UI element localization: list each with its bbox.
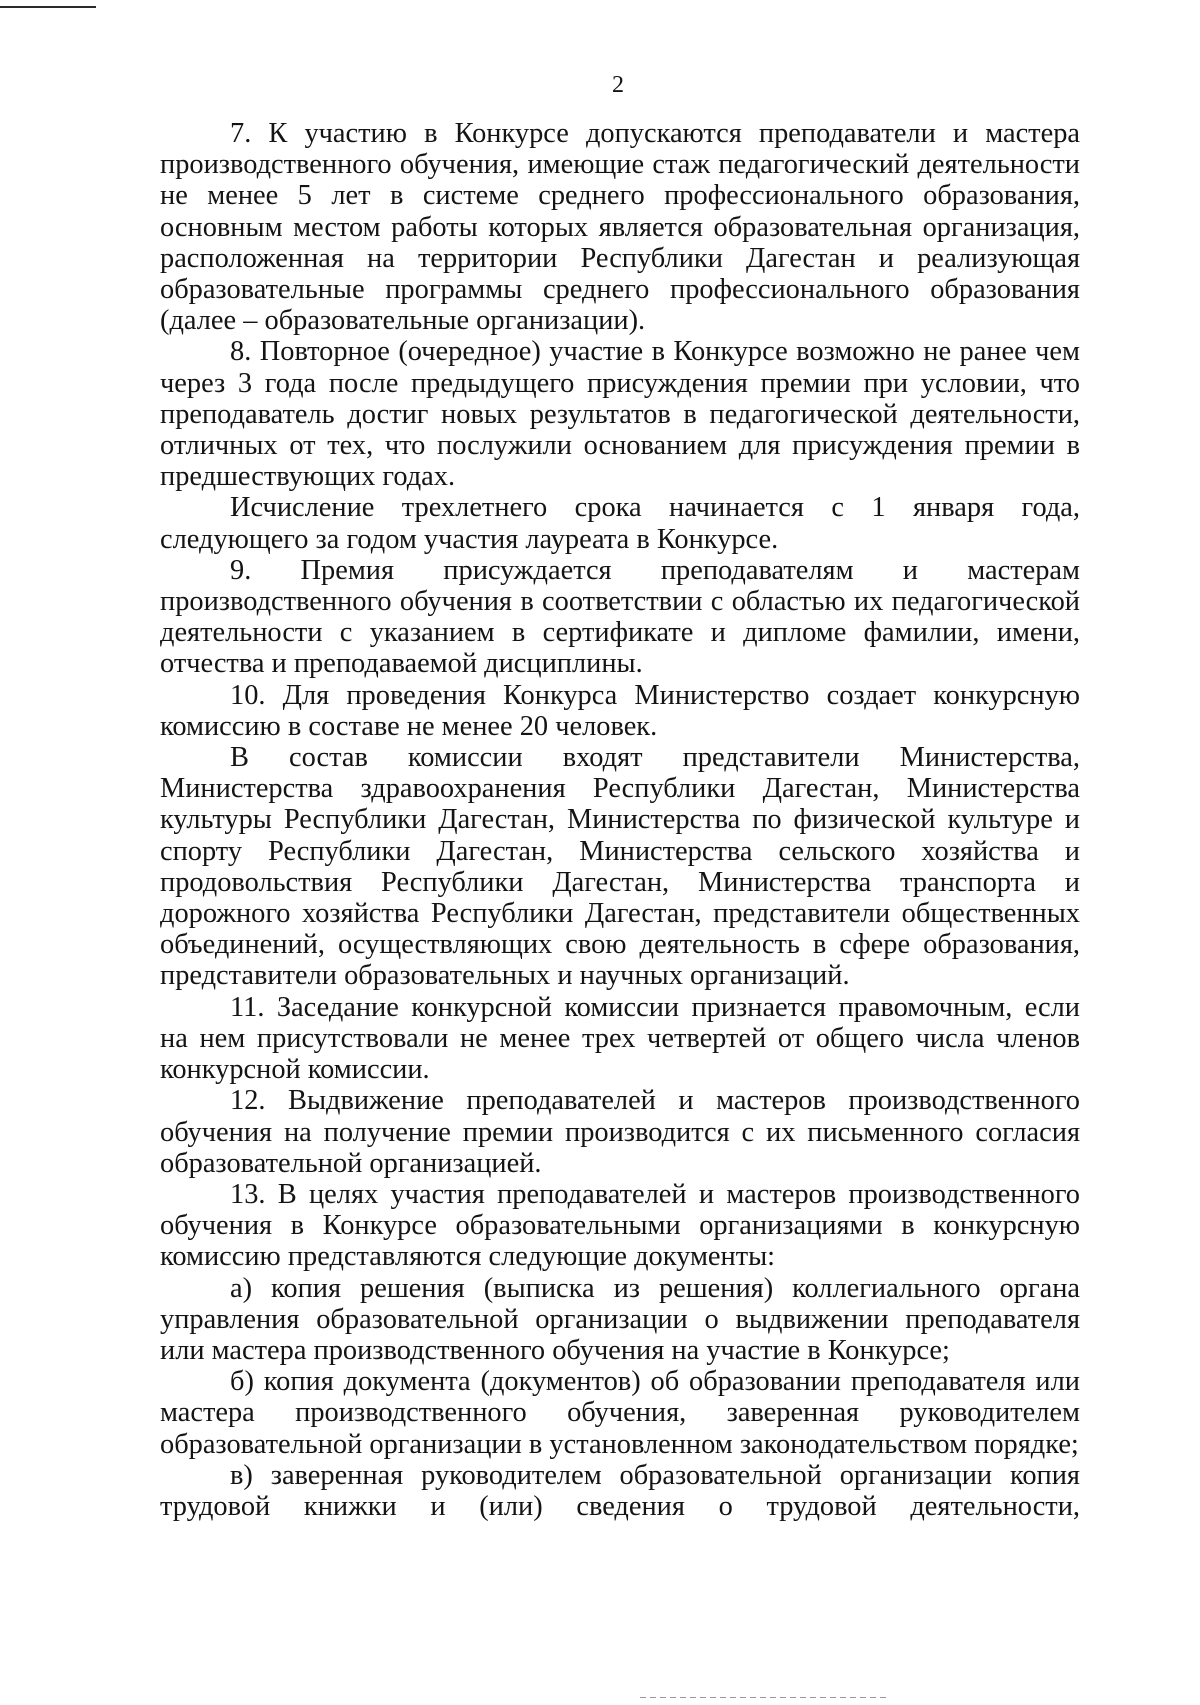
page-number: 2	[612, 72, 624, 98]
paragraph-13: 13. В целях участия преподавателей и мастеров производственного обучения в Конкурсе образовательными организациями в конкурсную комиссию представляются следующие документы:	[160, 1178, 1080, 1273]
paragraph-7: 7. К участию в Конкурсе допускаются преподаватели и мастера производственного обучения, имеющие стаж педагогический деятельности не менее 5 лет в системе среднего профессионального образования, основным местом работы которых является образовательная организация, расположенная на территории Республики Дагестан и реализующая образовательные программы среднего профессионального образования (далее – образовательные организации).	[160, 118, 1080, 337]
paragraph-13-b: б) копия документа (документов) об образовании преподавателя или мастера производственного обучения, заверенная руководителем образовательной организации в установленном законодательством порядке;	[160, 1366, 1080, 1460]
paragraph-11: 11. Заседание конкурсной комиссии признается правомочным, если на нем присутствовали не менее трех четвертей от общего числа членов конкурсной комиссии.	[160, 991, 1080, 1086]
paragraph-8-term: Исчисление трехлетнего срока начинается с 1 января года, следующего за годом участия лауреата в Конкурсе.	[160, 492, 1080, 555]
paragraph-9: 9. Премия присуждается преподавателям и мастерам производственного обучения в соответствии с областью их педагогической деятельности с указанием в сертификате и дипломе фамилии, имени, отчества и преподаваемой дисциплины.	[160, 554, 1080, 680]
scan-bottom-mark	[640, 1697, 890, 1698]
paragraph-13-a: а) копия решения (выписка из решения) коллегиального органа управления образовательной организации о выдвижении преподавателя или мастера производственного обучения на участие в Конкурсе;	[160, 1272, 1080, 1366]
paragraph-13-v: в) заверенная руководителем образовательной организации копия трудовой книжки и (или) сведения о трудовой деятельности,	[160, 1459, 1080, 1522]
paragraph-8: 8. Повторное (очередное) участие в Конкурсе возможно не ранее чем через 3 года после предыдущего присуждения премии при условии, что преподаватель достиг новых результатов в педагогической деятельности, отличных от тех, что послужили основанием для присуждения премии в предшествующих годах.	[160, 336, 1080, 493]
paragraph-12: 12. Выдвижение преподавателей и мастеров производственного обучения на получение премии производится с их письменного согласия образовательной организацией.	[160, 1085, 1080, 1179]
document-body	[160, 118, 1080, 1522]
scan-edge-mark	[0, 6, 96, 8]
paragraph-10: 10. Для проведения Конкурса Министерство создает конкурсную комиссию в составе не менее 20 человек.	[160, 679, 1080, 742]
paragraph-10-composition: В состав комиссии входят представители Министерства, Министерства здравоохранения Республики Дагестан, Министерства культуры Республики Дагестан, Министерства по физической культуре и спорту Республики Дагестан, Министерства сельского хозяйства и продовольствия Республики Дагестан, Министерства транспорта и дорожного хозяйства Республики Дагестан, представители общественных объединений, осуществляющих свою деятельность в сфере образования, представители образовательных и научных организаций.	[160, 742, 1080, 992]
